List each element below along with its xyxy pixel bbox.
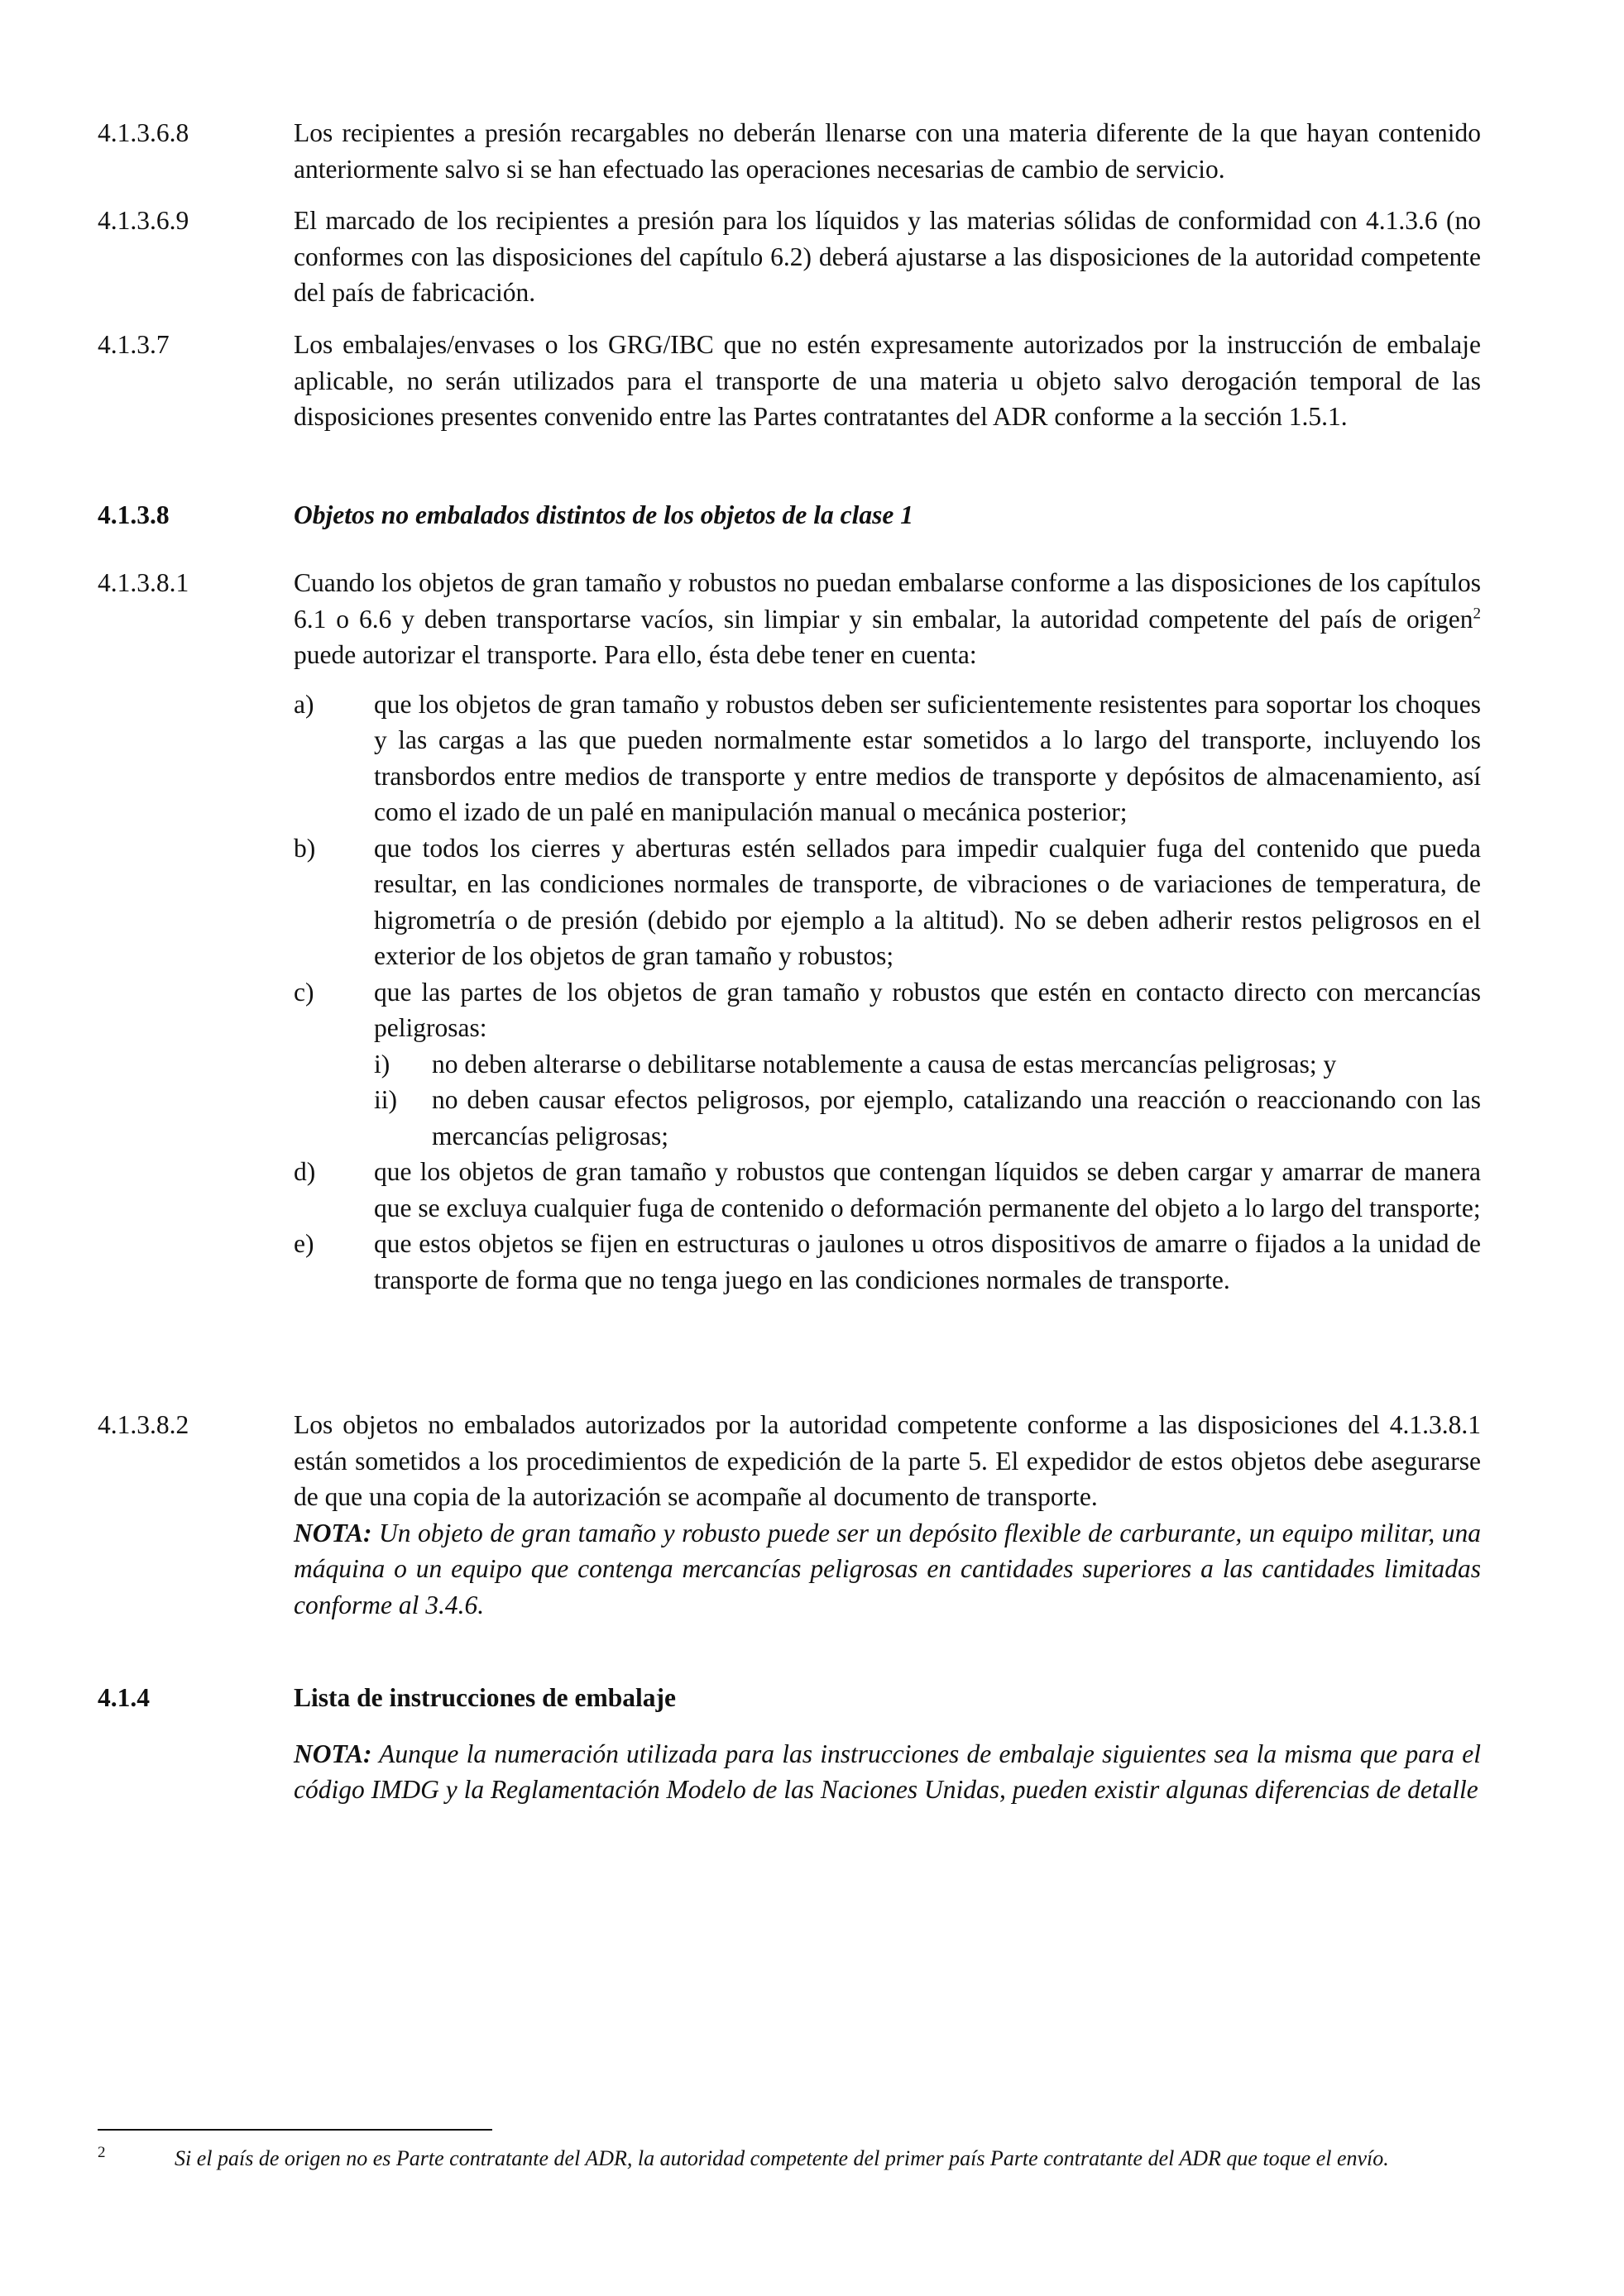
note-label: NOTA: — [294, 1518, 372, 1547]
sub-list-item-text: no deben alterarse o debilitarse notablemente a causa de estas mercancías peligrosas; y — [432, 1049, 1337, 1079]
footnote: 2 Si el país de origen no es Parte contratante del ADR, la autoridad competente del primer país Parte contratante del ADR que toque el envío. — [98, 2144, 1389, 2170]
paragraph-text: Los objetos no embalados autorizados por la autoridad competente conforme a las disposiciones del 4.1.3.8.1 están sometidos a los procedimientos de expedición de la parte 5. El expedidor de estos objetos debe asegurarse de que una copia de la autorización se acompañe al documento de transporte. — [294, 1410, 1481, 1511]
paragraph-number: 4.1.3.6.9 — [98, 206, 189, 235]
list-item-text: que los objetos de gran tamaño y robustos deben ser suficientemente resistentes para soportar los choques y las cargas a las que pueden normalmente estar sometidos a lo largo del transporte, incluyendo los transbordos entre medios de transporte y entre medios de transporte y depósitos de almacenamiento, así como el izado de un palé en manipulación manual o mecánica posterior; — [374, 689, 1481, 826]
paragraph-text: Los recipientes a presión recargables no deberán llenarse con una materia diferente de la que hayan contenido anteriormente salvo si se han efectuado las operaciones necesarias de cambio de servicio. — [294, 118, 1481, 184]
note-label: NOTA: — [294, 1739, 372, 1768]
paragraph-4-1-3-8-1 — [98, 565, 1481, 1298]
paragraph-text-before-ref: Cuando los objetos de gran tamaño y robustos no puedan embalarse conforme a las disposiciones de los capítulos 6.1 o 6.6 y deben transportarse vacíos, sin limpiar y sin embalar, la autoridad competente del país de origen — [294, 568, 1481, 634]
list-marker: e) — [294, 1229, 314, 1258]
heading-number: 4.1.4 — [98, 1683, 150, 1712]
heading-title: Objetos no embalados distintos de los objetos de la clase 1 — [294, 500, 913, 529]
sub-list-item-ii — [374, 1082, 1481, 1154]
footnote-separator — [98, 2129, 492, 2131]
heading-number: 4.1.3.8 — [98, 500, 170, 529]
section-heading-4-1-3-8 — [98, 497, 1481, 533]
paragraph-number: 4.1.3.7 — [98, 330, 170, 359]
paragraph-4-1-3-7 — [98, 327, 1481, 435]
note — [294, 1736, 1481, 1808]
list-item-text: que estos objetos se fijen en estructuras o jaulones u otros dispositivos de amarre o fijados a la unidad de transporte de forma que no tenga juego en las condiciones normales de transporte. — [374, 1229, 1481, 1294]
note-text: Aunque la numeración utilizada para las instrucciones de embalaje siguientes sea la misma que para el código IMDG y la Reglamentación Modelo de las Naciones Unidas, pueden existir algunas diferencias de detalle — [294, 1739, 1481, 1804]
note-text: Un objeto de gran tamaño y robusto puede ser un depósito flexible de carburante, un equipo militar, una máquina o un equipo que contenga mercancías peligrosas en cantidades superiores a las cantidades limitadas conforme al 3.4.6. — [294, 1518, 1481, 1619]
footnote-text: Si el país de origen no es Parte contratante del ADR, la autoridad competente del primer país Parte contratante del ADR que toque el envío. — [175, 2146, 1389, 2170]
sub-list-item-i — [374, 1046, 1481, 1083]
heading-title: Lista de instrucciones de embalaje — [294, 1683, 676, 1712]
paragraph-text: Los embalajes/envases o los GRG/IBC que no estén expresamente autorizados por la instrucción de embalaje aplicable, no serán utilizados para el transporte de una materia u objeto salvo derogación temporal de las disposiciones presentes convenido entre las Partes contratantes del ADR conforme a la sección 1.5.1. — [294, 330, 1481, 431]
paragraph-body — [294, 1407, 1481, 1623]
sub-list — [374, 1046, 1481, 1155]
sub-list-item-text: no deben causar efectos peligrosos, por ejemplo, catalizando una reacción o reaccionando con las mercancías peligrosas; — [432, 1085, 1481, 1150]
sub-list-marker: ii) — [374, 1085, 397, 1114]
list-marker: a) — [294, 689, 314, 719]
paragraph-4-1-3-6-8 — [98, 115, 1481, 187]
paragraph-number: 4.1.3.6.8 — [98, 118, 189, 147]
list-marker: b) — [294, 833, 316, 863]
paragraph-4-1-3-8-2 — [98, 1407, 1481, 1623]
heading-body — [294, 1680, 1481, 1808]
paragraph-number: 4.1.3.8.1 — [98, 568, 189, 597]
sub-list-marker: i) — [374, 1049, 390, 1079]
list-marker: c) — [294, 977, 314, 1007]
paragraph-text-after-ref: puede autorizar el transporte. Para ello, ésta debe tener en cuenta: — [294, 640, 977, 669]
note — [294, 1515, 1481, 1624]
paragraph-4-1-3-6-9 — [98, 203, 1481, 311]
list-item-a — [294, 686, 1481, 830]
list-item-b — [294, 830, 1481, 974]
list-item-c — [294, 974, 1481, 1155]
list-item-e — [294, 1226, 1481, 1298]
footnote-reference[interactable]: 2 — [1473, 605, 1481, 622]
list-item-text: que los objetos de gran tamaño y robustos que contengan líquidos se deben cargar y amarrar de manera que se excluya cualquier fuga de contenido o deformación permanente del objeto a lo largo del transporte; — [374, 1157, 1481, 1222]
list-marker: d) — [294, 1157, 316, 1186]
conditions-list — [294, 686, 1481, 1299]
paragraph-text: El marcado de los recipientes a presión para los líquidos y las materias sólidas de conformidad con 4.1.3.6 (no conformes con las disposiciones del capítulo 6.2) deberá ajustarse a las disposiciones de la autoridad competente del país de fabricación. — [294, 206, 1481, 307]
list-item-d — [294, 1154, 1481, 1226]
list-item-text: que todos los cierres y aberturas estén sellados para impedir cualquier fuga del contenido que pueda resultar, en las condiciones normales de transporte, de vibraciones o de variaciones de temperatura, de higrometría o de presión (debido por ejemplo a la altitud). No se deben adherir restos peligrosos en el exterior de los objetos de gran tamaño y robustos; — [374, 833, 1481, 970]
section-heading-4-1-4 — [98, 1680, 1481, 1808]
list-item-text: que las partes de los objetos de gran tamaño y robustos que estén en contacto directo con mercancías peligrosas: — [374, 977, 1481, 1042]
paragraph-number: 4.1.3.8.2 — [98, 1410, 189, 1439]
paragraph-text — [294, 565, 1481, 1298]
